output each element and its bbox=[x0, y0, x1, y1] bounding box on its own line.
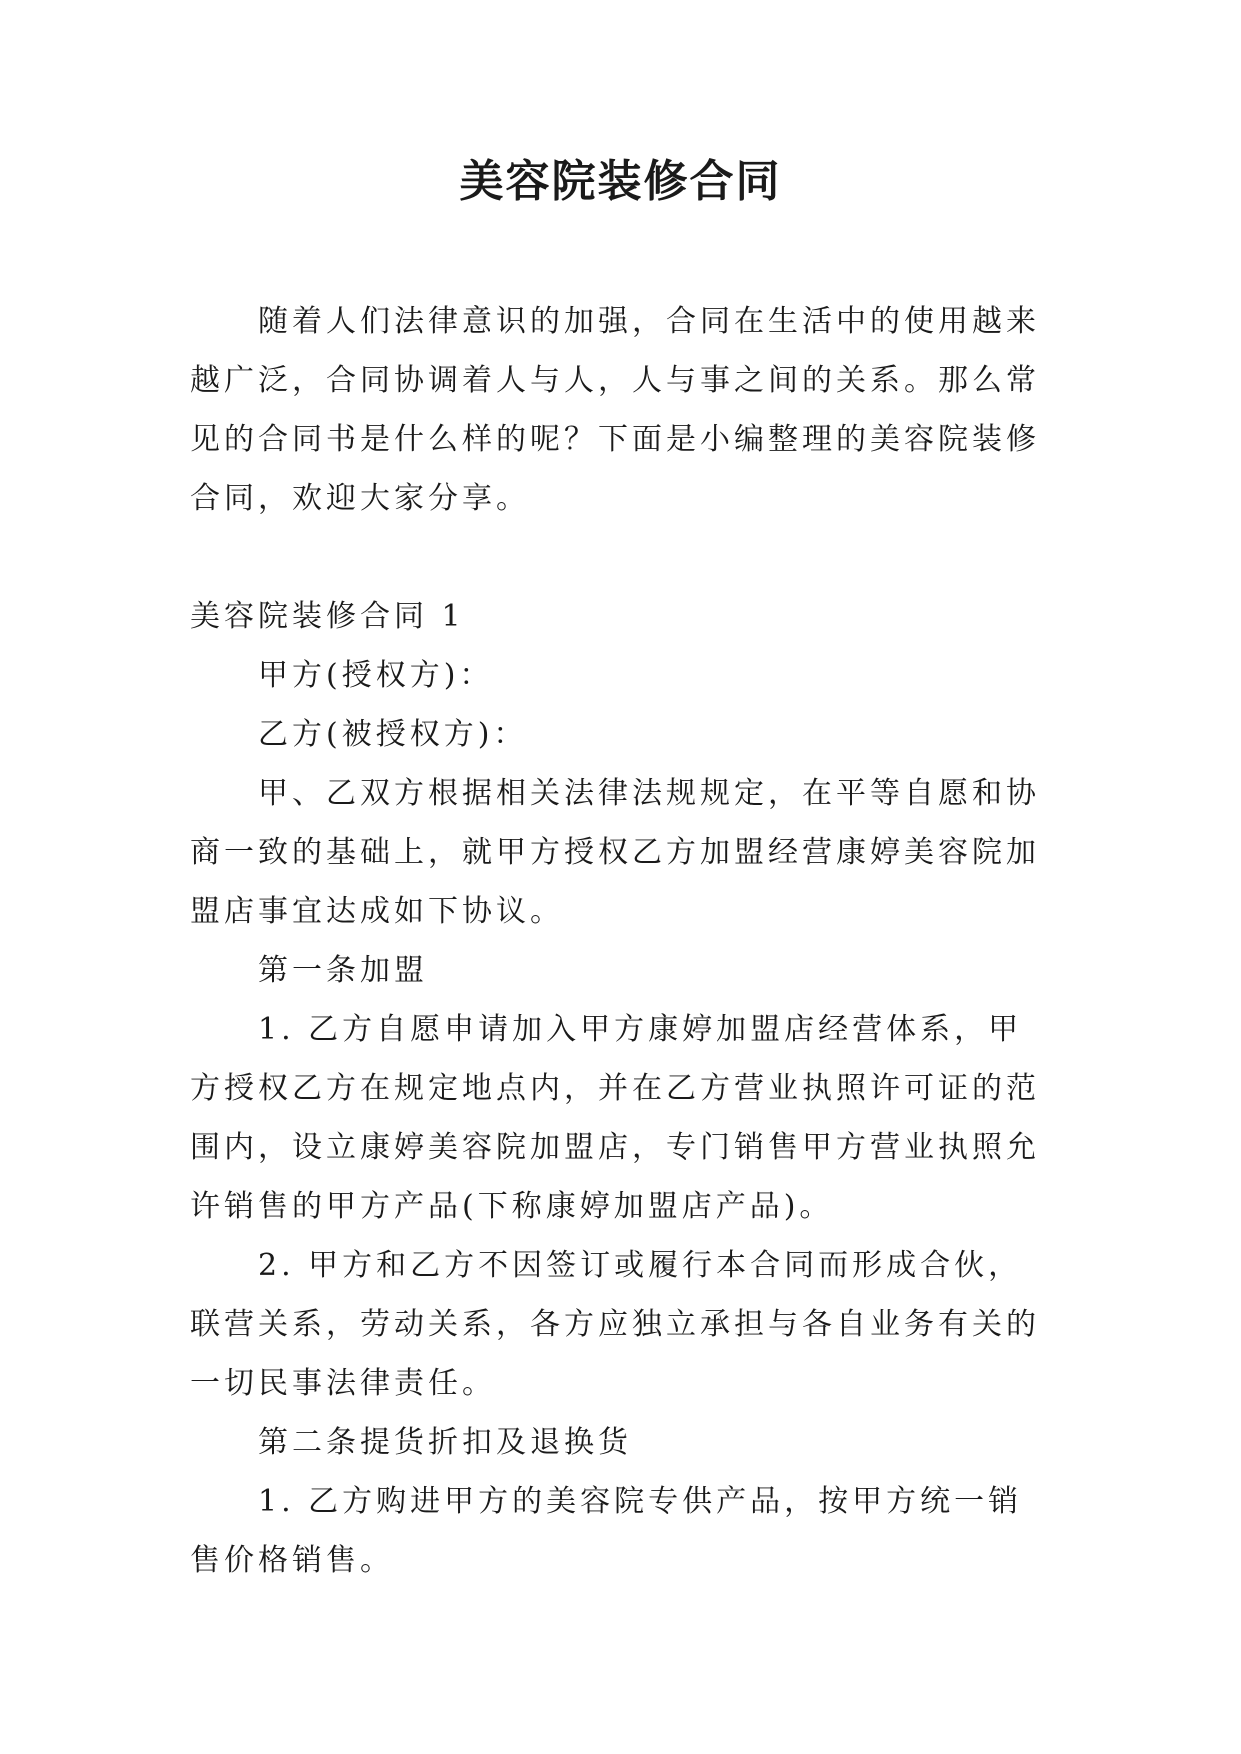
article-2-item-1: 1. 乙方购进甲方的美容院专供产品，按甲方统一销售价格销售。 bbox=[190, 1484, 1023, 1578]
party-a-line: 甲方(授权方)： bbox=[258, 658, 494, 693]
party-b-line: 乙方(被授权方)： bbox=[258, 717, 528, 752]
document-body bbox=[190, 292, 1052, 1590]
document-title: 美容院装修合同 bbox=[459, 156, 782, 207]
article-1-item-2: 2. 甲方和乙方不因签订或履行本合同而形成合伙，联营关系，劳动关系，各方应独立承担与各自业务有关的一切民事法律责任。 bbox=[190, 1248, 1040, 1401]
article-1-item-1: 1. 乙方自愿申请加入甲方康婷加盟店经营体系，甲方授权乙方在规定地点内，并在乙方营业执照许可证的范围内，设立康婷美容院加盟店，专门销售甲方营业执照允许销售的甲方产品(下称康婷加盟店产品)。 bbox=[190, 1012, 1040, 1224]
preamble-paragraph: 甲、乙双方根据相关法律法规规定，在平等自愿和协商一致的基础上，就甲方授权乙方加盟经营康婷美容院加盟店事宜达成如下协议。 bbox=[190, 776, 1040, 929]
article-1-title: 第一条加盟 bbox=[258, 953, 428, 988]
intro-paragraph: 随着人们法律意识的加强，合同在生活中的使用越来越广泛，合同协调着人与人，人与事之间的关系。那么常见的合同书是什么样的呢？下面是小编整理的美容院装修合同，欢迎大家分享。 bbox=[190, 304, 1040, 516]
paragraph-spacer bbox=[190, 528, 1052, 587]
section-heading: 美容院装修合同 1 bbox=[190, 599, 465, 634]
article-2-title: 第二条提货折扣及退换货 bbox=[258, 1425, 632, 1460]
